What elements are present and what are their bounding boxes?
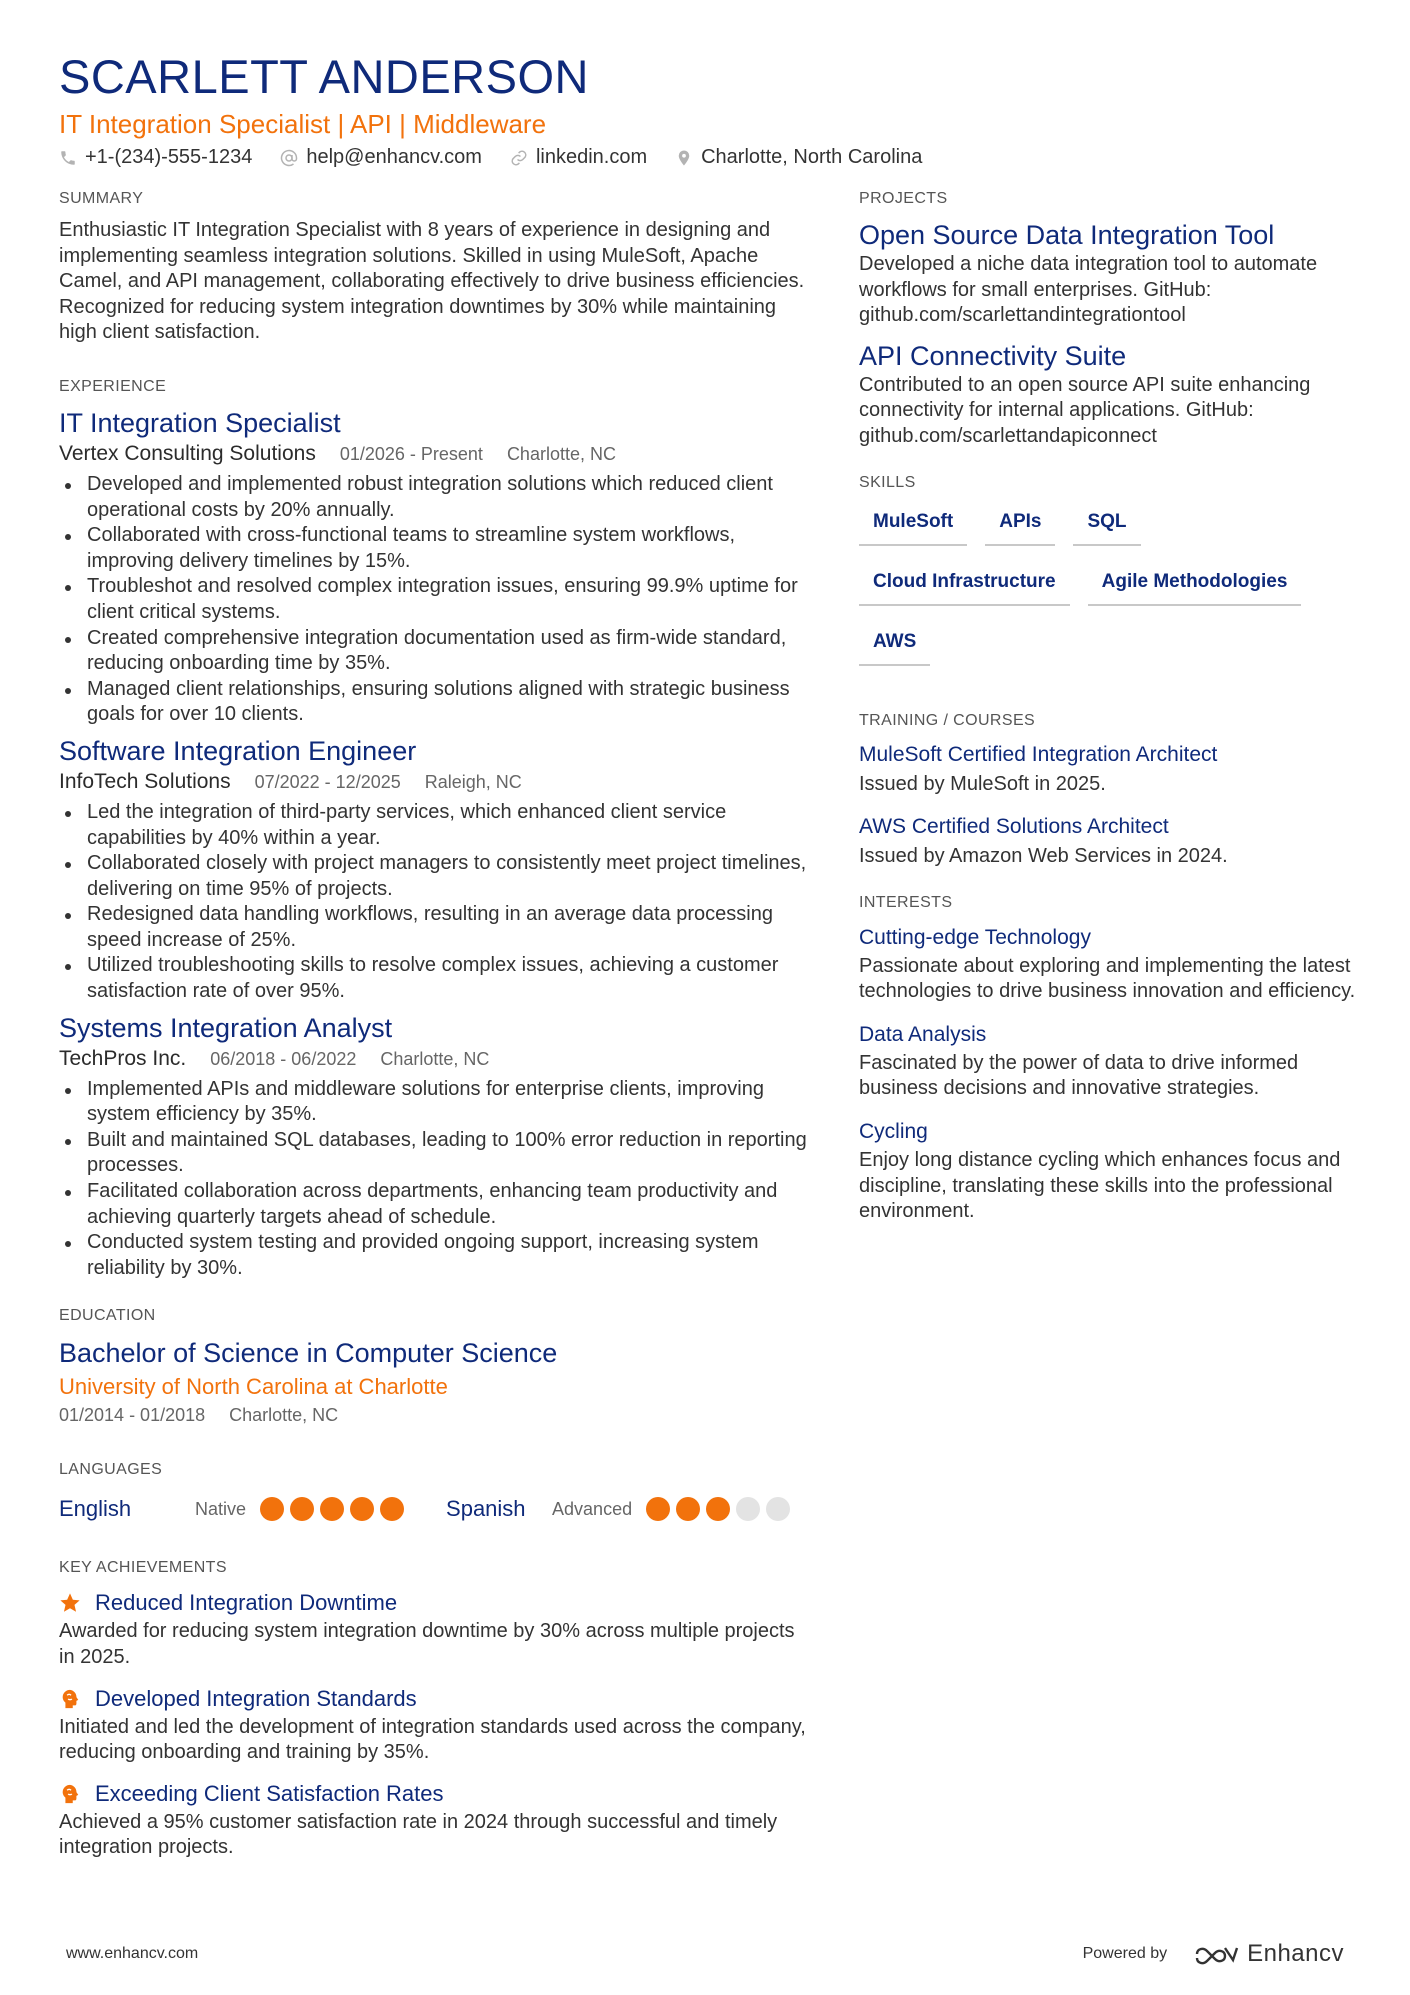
contact-phone (59, 146, 252, 169)
training-heading: TRAINING / COURSES (859, 711, 1036, 729)
achievement-title: Developed Integration Standards (95, 1685, 417, 1711)
job-title: Software Integration Engineer (59, 735, 417, 766)
contact-linkedin (510, 146, 647, 169)
job-meta (59, 440, 809, 468)
project-title: Open Source Data Integration Tool (859, 220, 1275, 250)
job-bullet: Implemented APIs and middleware solutions for enterprise clients, improving system efficiency by 35%. (59, 1077, 809, 1128)
project-text: Contributed to an open source API suite enhancing connectivity for internal applications. GitHub: github.com/scarlettandapiconnect (859, 373, 1311, 447)
rating-dot-filled (290, 1497, 314, 1521)
star-icon (59, 1592, 81, 1614)
job-bullets (59, 1077, 809, 1282)
candidate-name: SCARLETT ANDERSON (59, 50, 589, 103)
achievement-text: Achieved a 95% customer satisfaction rate in 2024 through successful and timely integration projects. (59, 1810, 778, 1859)
contact-bar (59, 146, 1359, 169)
interest-item (859, 922, 1359, 1005)
enhancv-logo-icon (1193, 1942, 1239, 1966)
languages-section (59, 1461, 809, 1529)
languages-heading: LANGUAGES (59, 1461, 163, 1479)
job-bullet: Created comprehensive integration documentation used as firm-wide standard, reducing onboarding time by 35%. (59, 626, 809, 677)
job-bullet: Redesigned data handling workflows, resulting in an average data processing speed increase of 25%. (59, 902, 809, 953)
contact-location (675, 146, 922, 169)
language-name: Spanish (446, 1496, 526, 1522)
left-column (59, 190, 809, 1873)
project-item (859, 339, 1359, 450)
phone-text[interactable]: +1-(234)-555-1234 (85, 146, 253, 168)
skill-tag: SQL (1073, 502, 1140, 546)
education-heading: EDUCATION (59, 1307, 156, 1325)
achievements-heading: KEY ACHIEVEMENTS (59, 1559, 227, 1577)
rating-dot-filled (676, 1497, 700, 1521)
footer-url[interactable]: www.enhancv.com (66, 1945, 199, 1962)
interest-text: Fascinated by the power of data to drive informed business decisions and innovative strategies. (859, 1051, 1299, 1100)
job-company: InfoTech Solutions (59, 769, 231, 793)
job-entry (59, 734, 809, 1005)
summary-section (59, 190, 809, 346)
rating-dot-filled (706, 1497, 730, 1521)
location-pin-icon (675, 149, 693, 167)
resume-header (59, 48, 1359, 169)
job-bullet: Conducted system testing and provided ongoing support, increasing system reliability by 30%. (59, 1230, 809, 1281)
rating-dot-filled (260, 1497, 284, 1521)
achievement-title: Reduced Integration Downtime (95, 1590, 398, 1616)
achievement-item (59, 1683, 809, 1766)
project-text: Developed a niche data integration tool to automate workflows for small enterprises. GitHub: github.com/scarlettandintegrationtool (859, 253, 1318, 327)
brand-name: Enhancv (1247, 1940, 1344, 1967)
job-date: 01/2026 - Present (339, 443, 483, 464)
job-bullet: Developed and implemented robust integration solutions which reduced client operational costs by 20% annually. (59, 472, 809, 523)
course-title: MuleSoft Certified Integration Architect (859, 742, 1218, 766)
language-rating (646, 1497, 796, 1521)
course-item (859, 812, 1359, 870)
job-bullet: Collaborated with cross-functional teams to streamline system workflows, improving delivery timelines by 15%. (59, 523, 809, 574)
phone-icon (59, 149, 77, 167)
achievement-head (59, 1683, 809, 1715)
interest-text: Enjoy long distance cycling which enhances focus and discipline, translating these skills into the professional environment. (859, 1148, 1341, 1223)
job-bullet: Managed client relationships, ensuring solutions aligned with strategic business goals for over 10 clients. (59, 677, 809, 728)
skill-tag: APIs (985, 502, 1055, 546)
languages-row (59, 1489, 809, 1529)
achievement-text: Initiated and led the development of integration standards used across the company, reducing onboarding and training by 35%. (59, 1715, 806, 1764)
job-location: Charlotte, NC (380, 1048, 490, 1069)
experience-heading: EXPERIENCE (59, 377, 167, 395)
brain-icon (59, 1783, 81, 1805)
skill-tag: Agile Methodologies (1088, 562, 1302, 606)
contact-email (280, 146, 482, 169)
brain-icon (59, 1688, 81, 1710)
job-bullet: Troubleshot and resolved complex integration issues, ensuring 99.9% uptime for client critical systems. (59, 574, 809, 625)
job-company: TechPros Inc. (59, 1046, 187, 1070)
interest-title: Cutting-edge Technology (859, 925, 1091, 949)
language-rating (260, 1497, 410, 1521)
footer-brand (1083, 1940, 1344, 1968)
achievement-text: Awarded for reducing system integration downtime by 30% across multiple projects in 2025. (59, 1620, 795, 1668)
interest-text: Passionate about exploring and implementing the latest technologies to drive business innovation and efficiency. (859, 954, 1356, 1003)
course-title: AWS Certified Solutions Architect (859, 814, 1169, 838)
language-level: Native (195, 1498, 247, 1519)
job-bullet: Collaborated closely with project managers to consistently meet project timelines, delivering on time 95% of projects. (59, 851, 809, 902)
location-text: Charlotte, North Carolina (701, 146, 923, 168)
link-icon (510, 149, 528, 167)
job-entry (59, 1011, 809, 1282)
language-level: Advanced (552, 1498, 633, 1519)
skill-tag: Cloud Infrastructure (859, 562, 1070, 606)
project-title: API Connectivity Suite (859, 340, 1127, 371)
rating-dot-filled (320, 1497, 344, 1521)
summary-heading: SUMMARY (59, 190, 144, 207)
summary-text: Enthusiastic IT Integration Specialist with 8 years of experience in designing and implementing seamless integration solutions. Skilled in using MuleSoft, Apache Camel, and API management, collaborating effectively to drive business efficiencies. Recognized for reducing system integration downtimes by 30% while maintaining high client satisfaction. (59, 219, 805, 344)
linkedin-text[interactable]: linkedin.com (535, 146, 648, 168)
skill-tag: AWS (859, 622, 930, 666)
job-bullet: Led the integration of third-party services, which enhanced client service capabilities by 40% within a year. (59, 800, 809, 851)
projects-section (859, 190, 1359, 450)
job-company: Vertex Consulting Solutions (59, 441, 316, 465)
training-section (859, 712, 1359, 870)
interest-item (859, 1019, 1359, 1102)
project-item (859, 218, 1359, 329)
interests-section (859, 894, 1359, 1225)
rating-dot-empty (736, 1497, 760, 1521)
job-bullet: Facilitated collaboration across departments, enhancing team productivity and achieving quarterly targets ahead of schedule. (59, 1179, 809, 1230)
job-title: IT Integration Specialist (59, 407, 341, 438)
achievement-item (59, 1778, 809, 1861)
rating-dot-filled (380, 1497, 404, 1521)
job-bullets (59, 472, 809, 728)
interest-title: Data Analysis (859, 1022, 987, 1046)
interest-title: Cycling (859, 1119, 928, 1143)
page-footer (66, 1940, 1344, 1968)
achievement-head (59, 1587, 809, 1619)
edu-location: Charlotte, NC (229, 1405, 339, 1426)
job-bullet: Built and maintained SQL databases, leading to 100% error reduction in reporting processes. (59, 1128, 809, 1179)
job-meta (59, 768, 809, 796)
interest-item (859, 1116, 1359, 1225)
job-bullet: Utilized troubleshooting skills to resolve complex issues, achieving a customer satisfaction rate of over 95%. (59, 953, 809, 1004)
skill-tag: MuleSoft (859, 502, 967, 546)
job-meta (59, 1045, 809, 1073)
rating-dot-filled (646, 1497, 670, 1521)
powered-by-text: Powered by (1082, 1945, 1168, 1962)
edu-degree: Bachelor of Science in Computer Science (59, 1338, 558, 1369)
right-column (859, 190, 1359, 1239)
at-icon (280, 149, 298, 167)
interests-heading: INTERESTS (859, 893, 953, 911)
job-date: 06/2018 - 06/2022 (210, 1048, 357, 1069)
achievement-head (59, 1778, 809, 1810)
projects-heading: PROJECTS (859, 190, 948, 207)
skills-section (859, 474, 1359, 682)
skills-heading: SKILLS (859, 473, 916, 491)
job-location: Charlotte, NC (506, 443, 616, 464)
email-text[interactable]: help@enhancv.com (306, 146, 482, 168)
job-date: 07/2022 - 12/2025 (254, 771, 401, 792)
edu-meta (59, 1403, 809, 1427)
job-location: Raleigh, NC (424, 771, 522, 792)
edu-school: University of North Carolina at Charlotte (59, 1374, 448, 1400)
rating-dot-empty (766, 1497, 790, 1521)
achievements-section (59, 1559, 809, 1861)
job-title: Systems Integration Analyst (59, 1012, 393, 1043)
candidate-headline: IT Integration Specialist | API | Middleware (59, 109, 547, 139)
job-entry (59, 406, 809, 728)
education-section (59, 1307, 809, 1427)
achievement-item (59, 1587, 809, 1670)
job-bullets (59, 800, 809, 1005)
skills-list (859, 502, 1359, 682)
rating-dot-filled (350, 1497, 374, 1521)
course-desc: Issued by MuleSoft in 2025. (859, 772, 1106, 795)
experience-section (59, 378, 809, 1281)
language-name: English (59, 1496, 132, 1522)
course-desc: Issued by Amazon Web Services in 2024. (859, 844, 1228, 867)
course-item (859, 740, 1359, 798)
achievement-title: Exceeding Client Satisfaction Rates (95, 1780, 444, 1806)
language-item (59, 1496, 410, 1522)
edu-date: 01/2014 - 01/2018 (59, 1405, 206, 1426)
language-item (446, 1496, 796, 1522)
